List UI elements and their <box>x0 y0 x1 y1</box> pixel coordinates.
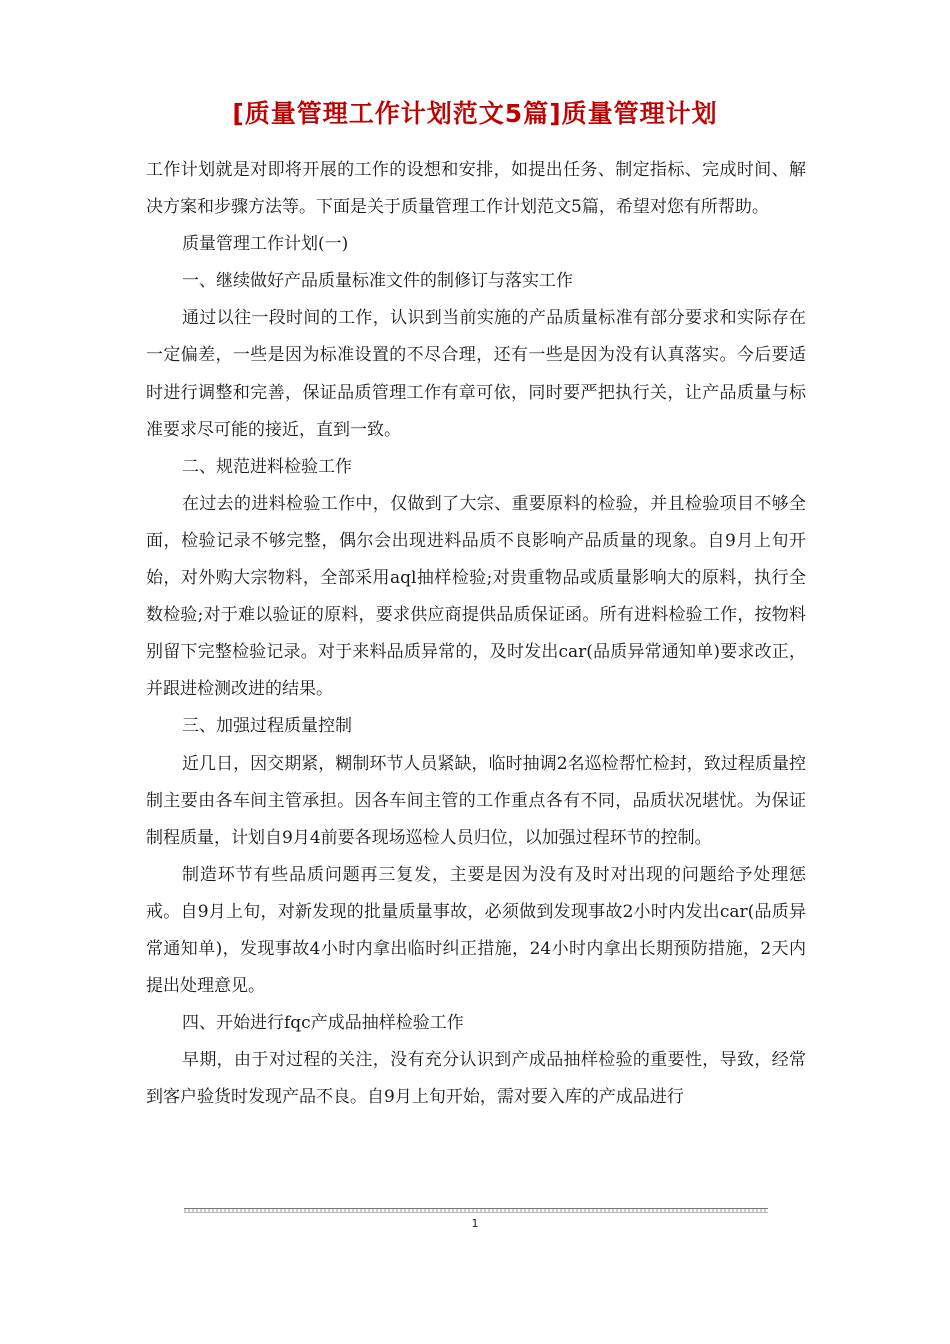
body-paragraph: 早期，由于对过程的关注，没有充分认识到产成品抽样检验的重要性，导致，经常到客户验货时发现产品不良。自9月上旬开始，需对要入库的产成品进行 <box>146 1050 806 1108</box>
footer-divider <box>184 1208 768 1213</box>
body-paragraph: 质量管理工作计划(一) <box>182 234 349 255</box>
body-paragraph: 一、继续做好产品质量标准文件的制修订与落实工作 <box>182 271 573 292</box>
document-title: [质量管理工作计划范文5篇]质量管理计划 <box>232 99 718 128</box>
body-paragraph: 三、加强过程质量控制 <box>182 716 352 737</box>
body-paragraph: 二、规范进料检验工作 <box>182 456 352 477</box>
page-number: 1 <box>471 1217 479 1230</box>
body-paragraph: 在过去的进料检验工作中，仅做到了大宗、重要原料的检验，并且检验项目不够全面，检验记录不够完整，偶尔会出现进料品质不良影响产品质量的现象。自9月上旬开始，对外购大宗物料，全部采用aql抽样检验;对贵重物品或质量影响大的原料，执行全数检验;对于难以验证的原料，要求供应商提供品质保证函。所有进料检验工作，按物料别留下完整检验记录。对于来料品质异常的，及时发出car(品质异常通知单)要求改正，并跟进检测改进的结果。 <box>146 493 806 700</box>
body-paragraph: 工作计划就是对即将开展的工作的设想和安排，如提出任务、制定指标、完成时间、解决方案和步骤方法等。下面是关于质量管理工作计划范文5篇，希望对您有所帮助。 <box>146 160 806 218</box>
document-body <box>146 152 806 1116</box>
body-paragraph: 制造环节有些品质问题再三复发，主要是因为没有及时对出现的问题给予处理惩戒。自9月上旬，对新发现的批量质量事故，必须做到发现事故2小时内发出car(品质异常通知单)，发现事故4小时内拿出临时纠正措施，24小时内拿出长期预防措施，2天内提出处理意见。 <box>146 864 806 997</box>
body-paragraph: 四、开始进行fqc产成品抽样检验工作 <box>182 1013 464 1034</box>
body-paragraph: 近几日，因交期紧，糊制环节人员紧缺，临时抽调2名巡检帮忙检封，致过程质量控制主要由各车间主管承担。因各车间主管的工作重点各有不同，品质状况堪忧。为保证制程质量，计划自9月4前要各现场巡检人员归位，以加强过程环节的控制。 <box>146 753 806 848</box>
body-paragraph: 通过以往一段时间的工作，认识到当前实施的产品质量标准有部分要求和实际存在一定偏差，一些是因为标准设置的不尽合理，还有一些是因为没有认真落实。今后要适时进行调整和完善，保证品质管理工作有章可依，同时要严把执行关，让产品质量与标准要求尽可能的接近，直到一致。 <box>146 308 806 440</box>
